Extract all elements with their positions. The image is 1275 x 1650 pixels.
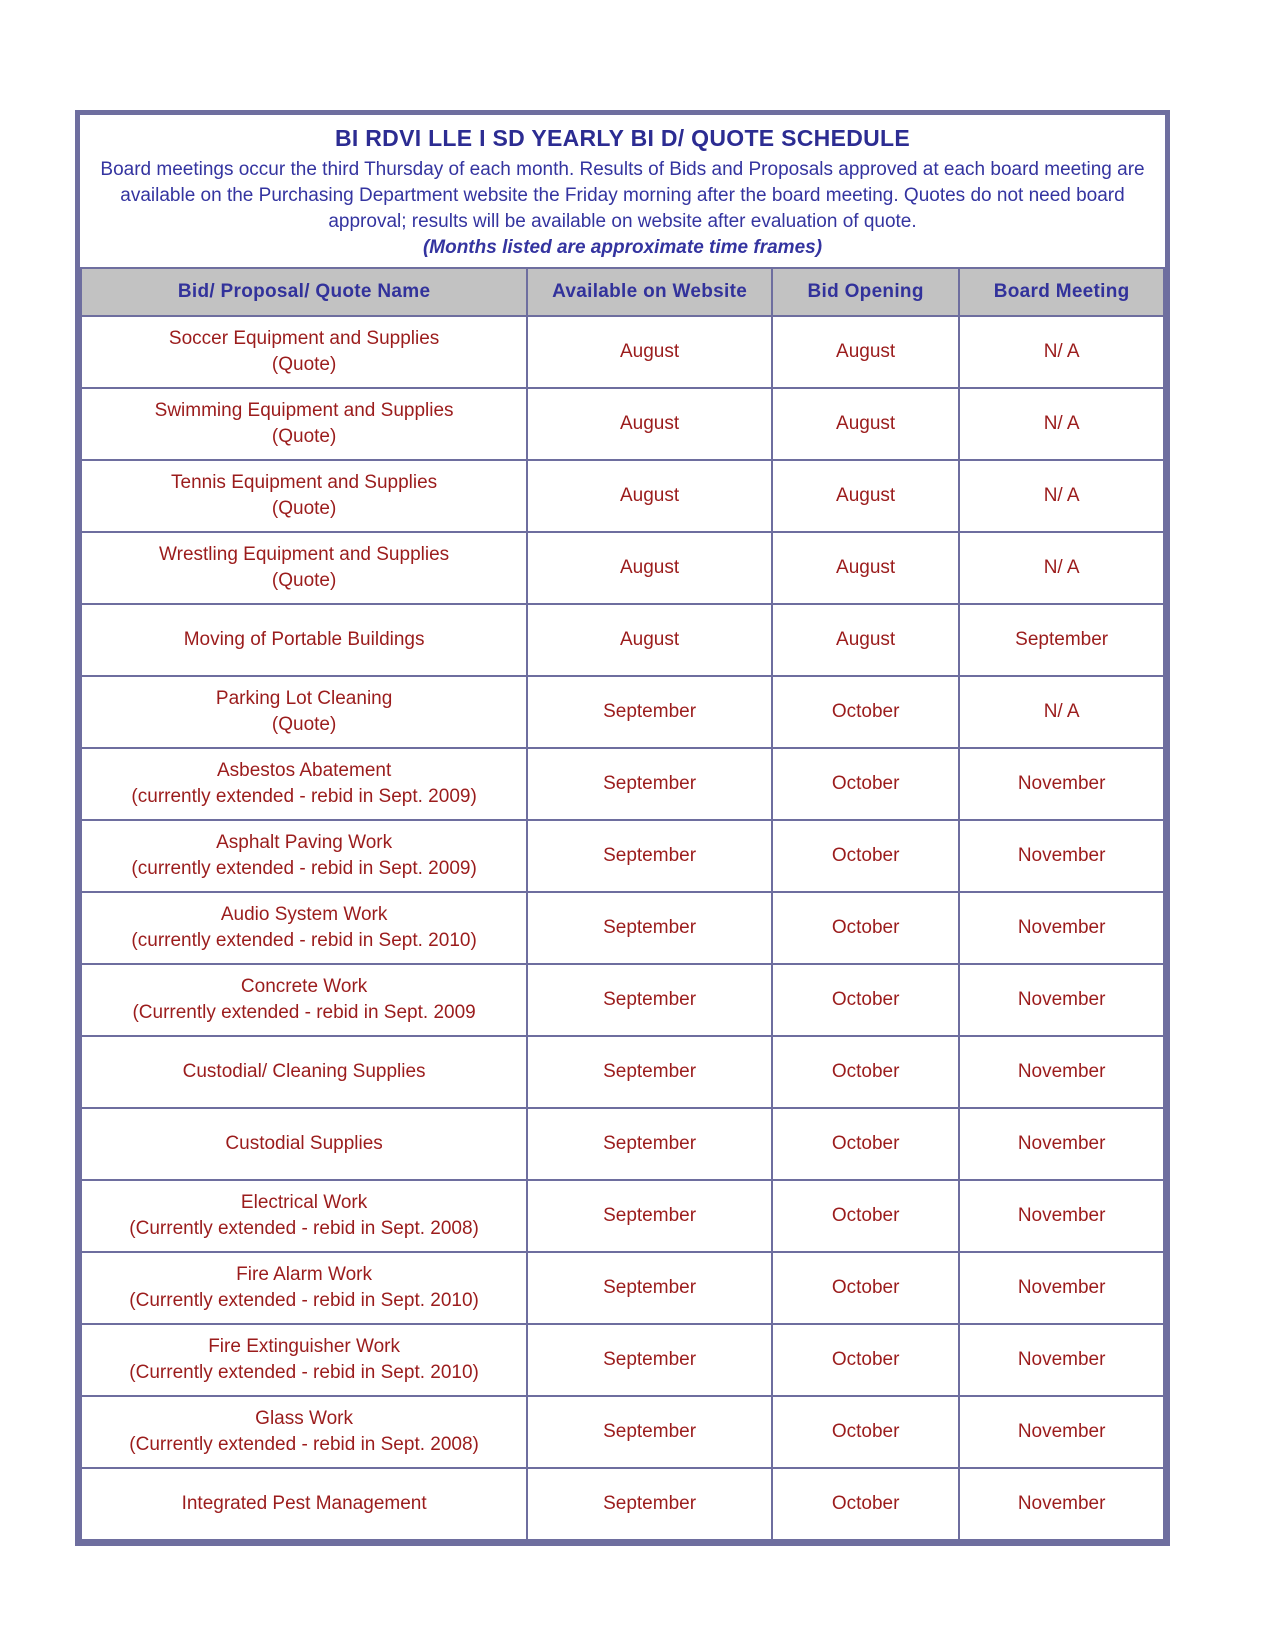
schedule-row xyxy=(81,892,1164,964)
board-meeting-cell: N/ A xyxy=(959,532,1164,604)
available-on-website-cell: August xyxy=(527,460,772,532)
schedule-row xyxy=(81,820,1164,892)
bid-name: Swimming Equipment and Supplies xyxy=(154,400,454,421)
bid-name: Integrated Pest Management xyxy=(181,1493,427,1514)
bid-opening-cell: October xyxy=(772,676,959,748)
schedule-row xyxy=(81,1108,1164,1180)
bid-name: Fire Alarm Work xyxy=(236,1264,373,1285)
board-meeting-cell: N/ A xyxy=(959,388,1164,460)
board-meeting-cell: November xyxy=(959,748,1164,820)
bid-note: (currently extended - rebid in Sept. 2010) xyxy=(131,930,477,951)
schedule-row xyxy=(81,1180,1164,1252)
bid-name-cell xyxy=(81,1036,527,1108)
schedule-row xyxy=(81,748,1164,820)
bid-name-cell xyxy=(81,1324,527,1396)
bid-name-cell xyxy=(81,1396,527,1468)
document-intro-section xyxy=(80,115,1165,267)
board-meeting-cell: N/ A xyxy=(959,676,1164,748)
bid-name-cell xyxy=(81,676,527,748)
header-board-meeting: Board Meeting xyxy=(959,268,1164,316)
bid-name: Concrete Work xyxy=(240,976,368,997)
header-available-on-website: Available on Website xyxy=(527,268,772,316)
bid-opening-cell: October xyxy=(772,820,959,892)
available-on-website-cell: September xyxy=(527,676,772,748)
board-meeting-cell: September xyxy=(959,604,1164,676)
schedule-row xyxy=(81,1396,1164,1468)
available-on-website-cell: August xyxy=(527,316,772,388)
board-meeting-cell: November xyxy=(959,1180,1164,1252)
header-bid-proposal-quote-name: Bid/ Proposal/ Quote Name xyxy=(81,268,527,316)
board-meeting-cell: N/ A xyxy=(959,460,1164,532)
bid-note: (Quote) xyxy=(271,426,337,447)
available-on-website-cell: September xyxy=(527,1180,772,1252)
available-on-website-cell: August xyxy=(527,604,772,676)
bid-name-cell xyxy=(81,1180,527,1252)
available-on-website-cell: August xyxy=(527,388,772,460)
bid-opening-cell: October xyxy=(772,892,959,964)
bid-name-cell xyxy=(81,1252,527,1324)
bid-name: Asbestos Abatement xyxy=(216,760,392,781)
header-bid-opening: Bid Opening xyxy=(772,268,959,316)
bid-name-cell xyxy=(81,532,527,604)
bid-note: (currently extended - rebid in Sept. 2009) xyxy=(131,786,477,807)
bid-note: (Quote) xyxy=(271,498,337,519)
bid-opening-cell: August xyxy=(772,532,959,604)
bid-name: Electrical Work xyxy=(240,1192,368,1213)
bid-opening-cell: August xyxy=(772,316,959,388)
schedule-table xyxy=(80,267,1165,1541)
bid-note: (Currently extended - rebid in Sept. 2009 xyxy=(132,1002,476,1023)
bid-name-cell xyxy=(81,892,527,964)
bid-name: Audio System Work xyxy=(220,904,388,925)
bid-name-cell xyxy=(81,1468,527,1540)
schedule-row xyxy=(81,460,1164,532)
available-on-website-cell: September xyxy=(527,1108,772,1180)
board-meeting-cell: November xyxy=(959,964,1164,1036)
bid-name: Wrestling Equipment and Supplies xyxy=(159,544,450,565)
bid-name: Custodial Supplies xyxy=(225,1133,383,1154)
bid-note: (Quote) xyxy=(271,354,337,375)
available-on-website-cell: September xyxy=(527,964,772,1036)
bid-name: Fire Extinguisher Work xyxy=(208,1336,401,1357)
bid-note: (Quote) xyxy=(271,714,337,735)
schedule-row xyxy=(81,532,1164,604)
bid-name-cell xyxy=(81,316,527,388)
board-meeting-cell: November xyxy=(959,1468,1164,1540)
available-on-website-cell: August xyxy=(527,532,772,604)
bid-opening-cell: October xyxy=(772,1180,959,1252)
board-meeting-cell: November xyxy=(959,1036,1164,1108)
board-meeting-cell: November xyxy=(959,1396,1164,1468)
board-meeting-cell: November xyxy=(959,1324,1164,1396)
timeframe-note: (Months listed are approximate time frames) xyxy=(422,237,823,258)
available-on-website-cell: September xyxy=(527,1324,772,1396)
bid-name: Tennis Equipment and Supplies xyxy=(171,472,438,493)
available-on-website-cell: September xyxy=(527,892,772,964)
bid-name: Asphalt Paving Work xyxy=(216,832,393,853)
bid-note: (Currently extended - rebid in Sept. 2010) xyxy=(129,1290,479,1311)
available-on-website-cell: September xyxy=(527,1468,772,1540)
bid-note: (Currently extended - rebid in Sept. 2008) xyxy=(129,1434,479,1455)
schedule-row xyxy=(81,1468,1164,1540)
intro-paragraph: Board meetings occur the third Thursday of each month. Results of Bids and Proposals approved at each board meeting are available on the Purchasing Department website the Friday morning after the board meeting. Quotes do not need board approval; results will be available on website after evaluation of quote. xyxy=(100,159,1145,232)
bid-name: Moving of Portable Buildings xyxy=(183,629,425,650)
bid-opening-cell: October xyxy=(772,1036,959,1108)
bid-opening-cell: October xyxy=(772,1324,959,1396)
schedule-row xyxy=(81,316,1164,388)
bid-opening-cell: October xyxy=(772,1252,959,1324)
bid-name: Glass Work xyxy=(255,1408,354,1429)
bid-name-cell xyxy=(81,460,527,532)
bid-note: (Currently extended - rebid in Sept. 2010) xyxy=(129,1362,479,1383)
bid-opening-cell: August xyxy=(772,460,959,532)
board-meeting-cell: November xyxy=(959,1108,1164,1180)
bid-note: (Currently extended - rebid in Sept. 2008) xyxy=(129,1218,479,1239)
schedule-row xyxy=(81,604,1164,676)
bid-name: Soccer Equipment and Supplies xyxy=(168,328,440,349)
schedule-row xyxy=(81,1036,1164,1108)
board-meeting-cell: November xyxy=(959,820,1164,892)
schedule-row xyxy=(81,964,1164,1036)
bid-opening-cell: August xyxy=(772,604,959,676)
bid-opening-cell: October xyxy=(772,1108,959,1180)
bid-name-cell xyxy=(81,388,527,460)
bid-opening-cell: October xyxy=(772,1396,959,1468)
bid-name: Parking Lot Cleaning xyxy=(215,688,393,709)
board-meeting-cell: N/ A xyxy=(959,316,1164,388)
available-on-website-cell: September xyxy=(527,1036,772,1108)
bid-name-cell xyxy=(81,1108,527,1180)
board-meeting-cell: November xyxy=(959,892,1164,964)
header-row xyxy=(81,268,1164,316)
document-title: BI RDVI LLE I SD YEARLY BI D/ QUOTE SCHEDULE xyxy=(334,125,911,151)
bid-schedule-document xyxy=(75,110,1170,1546)
bid-opening-cell: August xyxy=(772,388,959,460)
schedule-row xyxy=(81,676,1164,748)
available-on-website-cell: September xyxy=(527,1396,772,1468)
schedule-row xyxy=(81,1324,1164,1396)
bid-name-cell xyxy=(81,604,527,676)
bid-opening-cell: October xyxy=(772,1468,959,1540)
board-meeting-cell: November xyxy=(959,1252,1164,1324)
bid-opening-cell: October xyxy=(772,748,959,820)
schedule-row xyxy=(81,1252,1164,1324)
bid-name: Custodial/ Cleaning Supplies xyxy=(182,1061,426,1082)
available-on-website-cell: September xyxy=(527,820,772,892)
bid-opening-cell: October xyxy=(772,964,959,1036)
schedule-row xyxy=(81,388,1164,460)
bid-name-cell xyxy=(81,964,527,1036)
available-on-website-cell: September xyxy=(527,748,772,820)
bid-name-cell xyxy=(81,748,527,820)
available-on-website-cell: September xyxy=(527,1252,772,1324)
bid-note: (Quote) xyxy=(271,570,337,591)
bid-note: (currently extended - rebid in Sept. 2009) xyxy=(131,858,477,879)
bid-name-cell xyxy=(81,820,527,892)
